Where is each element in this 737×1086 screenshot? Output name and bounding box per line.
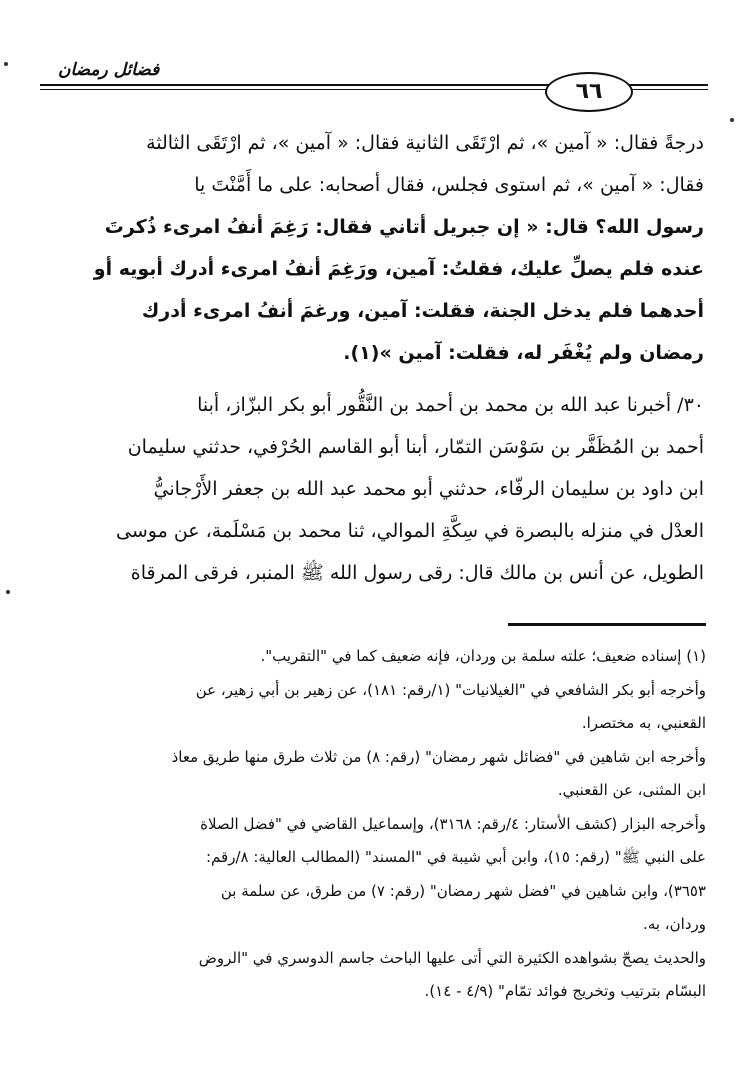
- footnote-line: (١) إسناده ضعيف؛ علته سلمة بن وردان، فإنه ضعيف كما في "التقريب".: [260, 647, 706, 665]
- page-header: [40, 58, 708, 106]
- text-line: ابن داود بن سليمان الرفّاء، حدثني أبو محمد عبد الله بن جعفر الأَرْجانيُّ: [153, 478, 704, 500]
- text-line: رمضان ولم يُغْفَر له، فقلت: آمين »(١).: [343, 342, 704, 364]
- scan-speck: [730, 118, 734, 122]
- footnote-line: وردان، به.: [643, 915, 706, 933]
- footnote-line: وأخرجه ابن شاهين في "فضائل شهر رمضان" (رقم: ٨) من ثلاث طرق منها طريق معاذ: [171, 747, 706, 766]
- footnotes: [60, 640, 706, 1009]
- footnote-line: البسّام بترتيب وتخريج فوائد تمّام" (٤/٩ - ١٤).: [424, 982, 706, 1000]
- footnote-line: ٣٦٥٣)، وابن شاهين في "فضل شهر رمضان" (رقم: ٧) من طرق، عن سلمة بن: [220, 881, 706, 900]
- text-line: أحمد بن المُظَفَّر بن سَوْسَن التمّار، أبنا أبو القاسم الحُرْفي، حدثني سليمان: [127, 436, 704, 458]
- text-line: الطويل، عن أنس بن مالك قال: رقى رسول الله ﷺ المنبر، فرقى المرقاة: [130, 562, 704, 584]
- text-line: درجةً فقال: « آمين »، ثم ارْتَقَى الثانية فقال: « آمين »، ثم ارْتَقَى الثالثة: [146, 132, 704, 154]
- main-text: [62, 122, 704, 594]
- text-line: فقال: « آمين »، ثم استوى فجلس، فقال أصحابه: على ما أَمَّنْتَ يا: [194, 174, 704, 196]
- scan-speck: [6, 590, 10, 594]
- footnote-line: ابن المثنى، عن القعنبي.: [557, 781, 706, 799]
- footnote-line: القعنبي، به مختصرا.: [581, 714, 706, 732]
- footnote-line: وأخرجه أبو بكر الشافعي في "الغيلانيات" (١/رقم: ١٨١)، عن زهير بن أبي زهير، عن: [195, 680, 706, 699]
- footnote-line: وأخرجه البزار (كشف الأستار: ٤/رقم: ٣١٦٨)، وإسماعيل القاضي في "فضل الصلاة: [200, 814, 706, 833]
- running-title: فضائل رمضان: [58, 60, 160, 80]
- hadith-30-line: ٣٠/ أخبرنا عبد الله بن محمد بن أحمد بن النَّقُّور أبو بكر البزّاز، أبنا: [197, 394, 704, 416]
- text-line: العدْل في منزله بالبصرة في سِكَّةِ الموالي، ثنا محمد بن مَسْلَمة، عن موسى: [116, 520, 704, 542]
- text-line: أحدهما فلم يدخل الجنة، فقلت: آمين، ورغمَ أنفُ امرىء أدرك: [141, 300, 704, 322]
- footnote-separator: [508, 623, 706, 626]
- scan-speck: [4, 62, 8, 66]
- footnote-line: والحديث يصحّ بشواهده الكثيرة التي أتى عليها الباحث جاسم الدوسري في "الروض: [198, 948, 706, 967]
- text-line: عنده فلم يصلِّ عليك، فقلتُ: آمين، ورَغِمَ أنفُ امرىء أدرك أبويه أو: [93, 258, 704, 280]
- footnote-line: على النبي ﷺ" (رقم: ١٥)، وابن أبي شيبة في "المسند" (المطالب العالية: ٨/رقم:: [206, 848, 706, 866]
- text-line: رسول الله؟ قال: « إن جبريل أتاني فقال: رَغِمَ أنفُ امرىء ذُكرتَ: [104, 216, 704, 238]
- page-number: ٦٦: [545, 72, 633, 112]
